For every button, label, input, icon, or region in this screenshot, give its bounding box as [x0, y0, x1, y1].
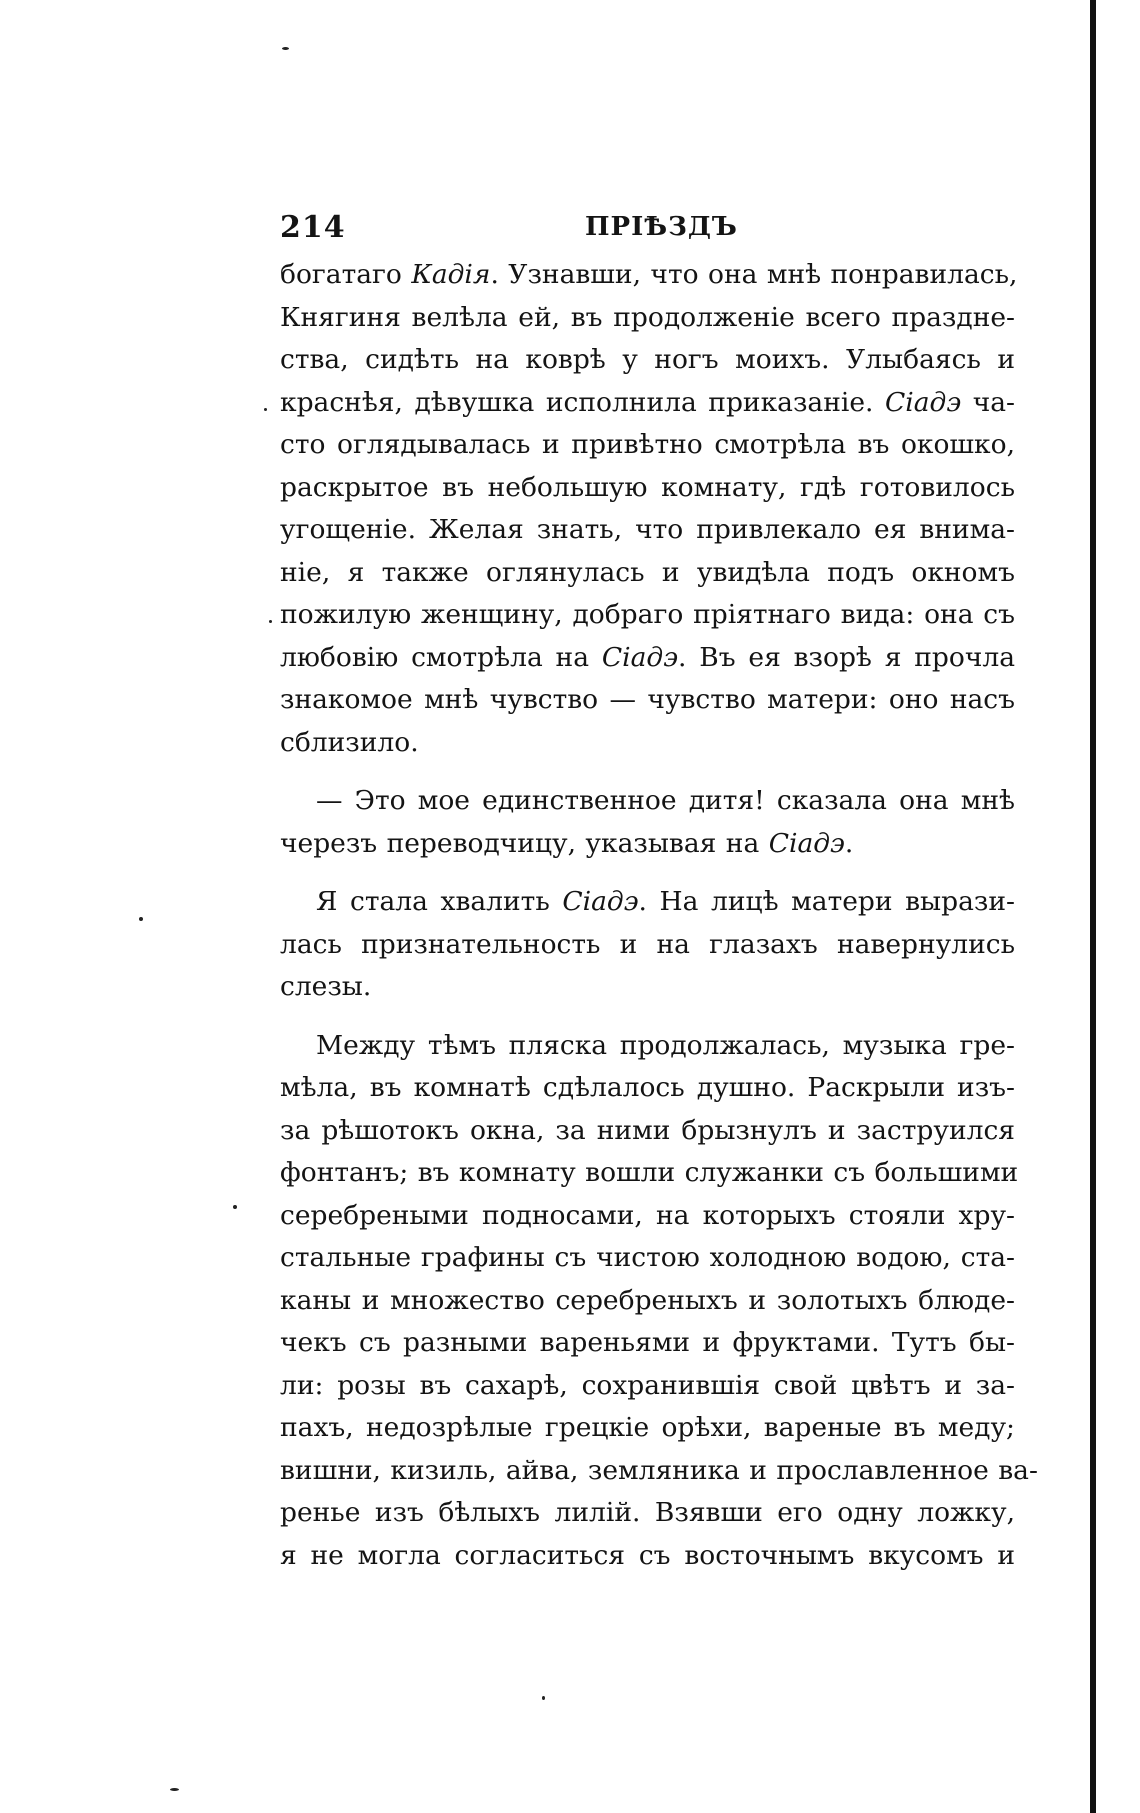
text-line: фонтанъ; въ комнату вошли служанки съ большими [280, 1157, 1019, 1188]
page-number: 214 [280, 210, 346, 245]
text-line: ства, сидѣть на коврѣ у ногъ моихъ. Улыбаясь и [280, 344, 1015, 375]
text-line: пожилую женщину, добраго пріятнаго вида: она съ [280, 599, 1015, 630]
paragraph-4 [280, 1025, 1038, 1578]
text-line: ли: розы въ сахарѣ, сохранившія свой цвѣтъ и за- [280, 1369, 1015, 1401]
ink-speck [264, 408, 267, 411]
text-line: — Это мое единственное дитя! сказала она мнѣ [316, 785, 1015, 816]
text-line: каны и множество серебреныхъ и золотыхъ блюде- [280, 1284, 1015, 1316]
text-line: угощеніе. Желая знать, что привлекало ея внима- [280, 514, 1015, 545]
text-line: пахъ, недозрѣлые грецкіе орѣхи, вареные въ меду; [280, 1412, 1015, 1443]
text-line: черезъ переводчицу, указывая на Сіадэ. [280, 827, 854, 859]
text-line: ренье изъ бѣлыхъ лилій. Взявши его одну ложку, [280, 1497, 1015, 1528]
text-line: вишни, кизиль, айва, земляника и прославленное ва- [280, 1454, 1038, 1486]
text-line: знакомое мнѣ чувство — чувство матери: оно насъ [280, 684, 1015, 715]
text-line: Между тѣмъ пляска продолжалась, музыка гре- [316, 1029, 1015, 1061]
ink-speck [282, 47, 289, 50]
text-line: за рѣшотокъ окна, за ними брызнулъ и заструился [280, 1114, 1015, 1146]
text-line: мѣла, въ комнатѣ сдѣлалось душно. Раскрыли изъ- [280, 1072, 1015, 1103]
text-line: чекъ съ разными вареньями и фруктами. Тутъ бы- [280, 1327, 1015, 1358]
ink-speck [139, 917, 143, 921]
text-line: богатаго Кадія. Узнавши, что она мнѣ понравилась, [280, 259, 1018, 290]
text-line: раскрытое въ небольшую комнату, гдѣ готовилось [280, 471, 1015, 503]
text-line: сто оглядывалась и привѣтно смотрѣла въ окошко, [280, 429, 1015, 460]
text-line: Княгиня велѣла ей, въ продолженіе всего праздне- [280, 301, 1015, 333]
text-line: краснѣя, дѣвушка исполнила приказаніе. Сіадэ ча- [280, 386, 1016, 418]
text-line: любовію смотрѣла на Сіадэ. Въ ея взорѣ я прочла [280, 641, 1015, 673]
text-line: лась признательность и на глазахъ навернулись [280, 928, 1015, 960]
text-line: слезы. [280, 971, 372, 1002]
ink-speck [542, 1696, 545, 1700]
text-line: я не могла согласиться съ восточнымъ вкусомъ и [280, 1539, 1015, 1571]
text-line: ніе, я также оглянулась и увидѣла подъ окномъ [280, 556, 1015, 588]
paragraph-1 [280, 254, 1018, 764]
book-page [280, 210, 1038, 1577]
running-head [280, 210, 1015, 250]
text-line: сблизило. [280, 726, 419, 758]
text-line: серебреными подносами, на которыхъ стояли хру- [280, 1199, 1015, 1231]
text-line: Я стала хвалить Сіадэ. На лицѣ матери вырази- [316, 886, 1015, 917]
ink-speck [269, 620, 272, 623]
paragraph-3 [280, 881, 1015, 1009]
running-title: ПРІѢЗДЪ [585, 212, 738, 242]
paragraph-2 [280, 780, 1015, 865]
page-edge-rule [1090, 0, 1096, 1813]
ink-speck [170, 1788, 179, 1791]
text-line: стальные графины съ чистою холодною водою, ста- [280, 1242, 1015, 1273]
ink-speck [233, 1205, 237, 1209]
